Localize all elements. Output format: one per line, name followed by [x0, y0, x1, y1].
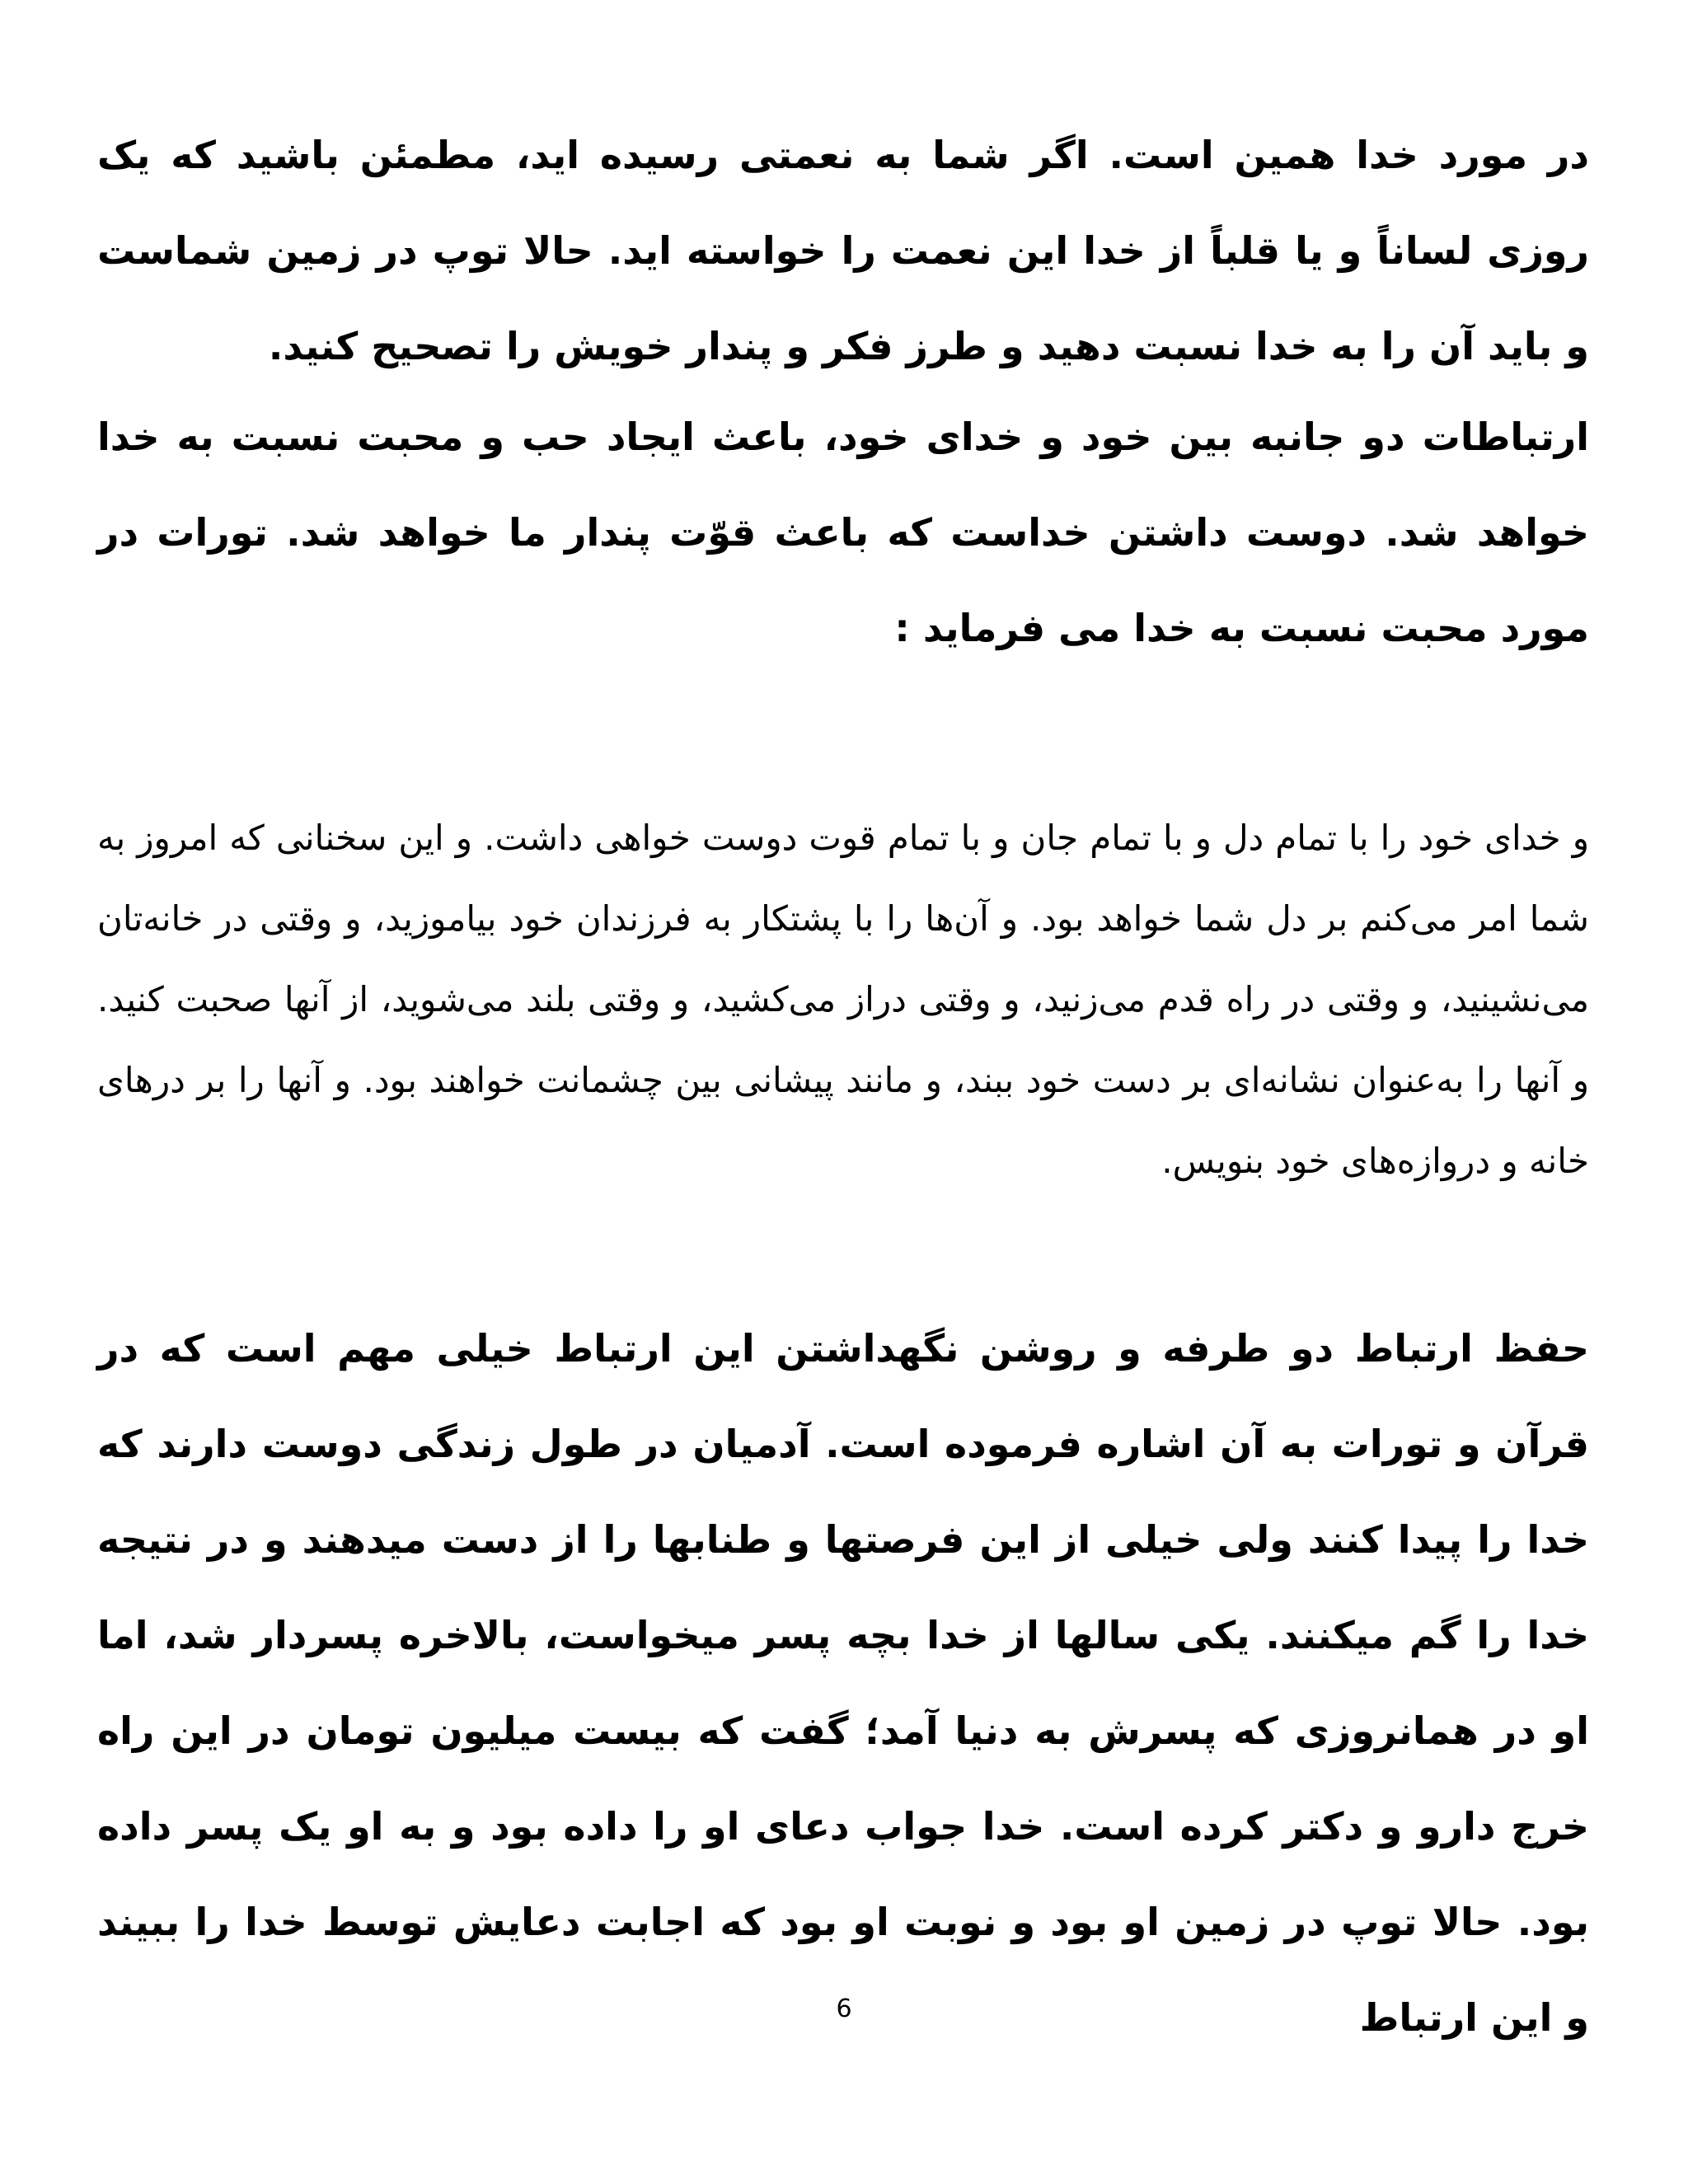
paragraph-gratitude: در مورد خدا همین است. اگر شما به نعمتی رسیده اید، مطمئن باشید که یک روزی لساناً و یا قلباً از خدا این نعمت را خواسته اید. حالا توپ در زمین شماست و باید آن را به خدا نسبت دهید و طرز فکر و پندار خویش را تصحیح کنید. [97, 133, 1589, 368]
paragraph-maintaining-connection: حفظ ارتباط دو طرفه و روشن نگهداشتن این ارتباط خیلی مهم است که در قرآن و تورات به آن اشاره فرموده است. آدمیان در طول زندگی دوست دارند که خدا را پیدا کنند ولی خیلی از این فرصتها و طنابها را از دست میدهند و در نتیجه خدا را گم میکنند. یکی سالها از خدا بچه پسر میخواست، بالاخره پسردار شد، اما او در همانروزی که پسرش به دنیا آمد؛ گفت که بیست میلیون تومان در این راه خرج دارو و دکتر کرده است. خدا جواب دعای او را داده بود و به او یک پسر داده بود. حالا توپ در زمین او بود و نوبت او بود که اجابت دعایش توسط خدا را ببیند و این ارتباط [97, 1326, 1589, 2040]
page-number: 6 [836, 1994, 852, 2023]
torah-quote: و خدای خود را با تمام دل و با تمام جان و با تمام قوت دوست خواهی داشت. و این سخنانی که امروز به شما امر می‌کنم بر دل شما خواهد بود. و آن‌ها را با پشتکار به فرزندان خود بیاموزید، و وقتی در خانه‌تان می‌نشینید، و وقتی در راه قدم می‌زنید، و وقتی دراز می‌کشید، و وقتی بلند می‌شوید، از آنها صحبت کنید. و آنها را به‌عنوان نشانه‌ای بر دست خود ببند، و مانند پیشانی بین چشمانت خواهند بود. و آنها را بر درهای خانه و دروازه‌های خود بنویس. [97, 818, 1589, 1181]
paragraph-two-way-relationship: ارتباطات دو جانبه بین خود و خدای خود، باعث ایجاد حب و محبت نسبت به خدا خواهد شد. دوست داشتن خداست که باعث قوّت پندار ما خواهد شد. تورات در مورد محبت نسبت به خدا می فرماید : [97, 415, 1589, 650]
